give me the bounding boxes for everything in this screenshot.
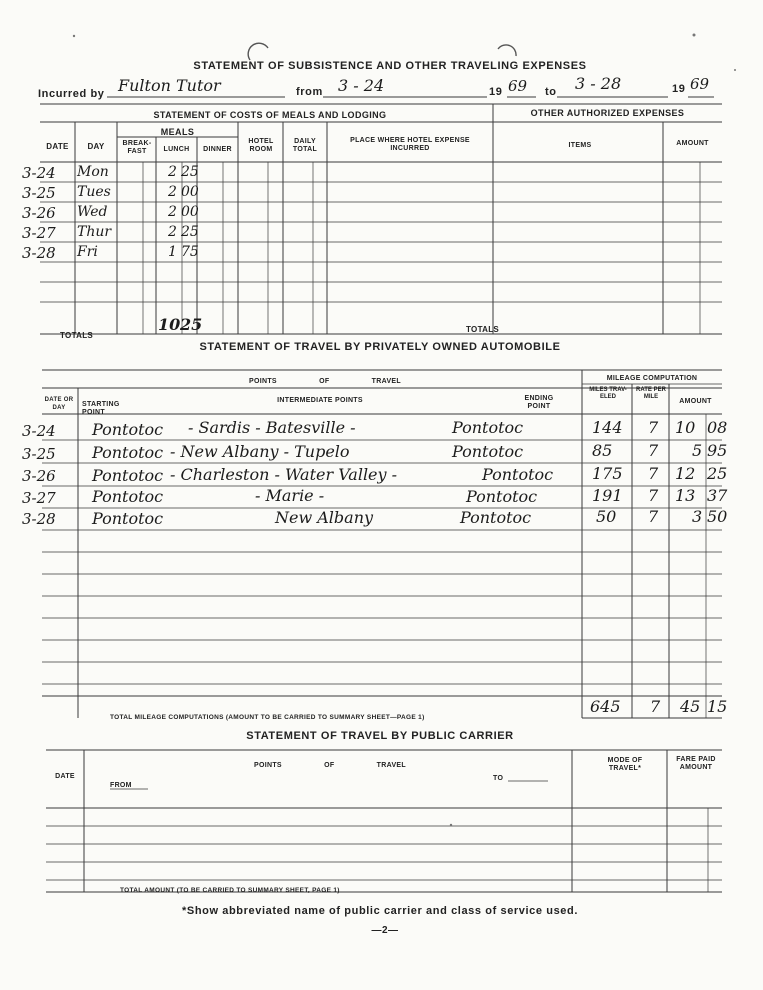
year-prefix-1: 19 — [489, 86, 503, 98]
incurred-by-value[interactable]: Fulton Tutor — [118, 76, 221, 95]
auto-row-3-end[interactable]: Pontotoc — [482, 465, 554, 484]
meal-row-1-lunch-dollars[interactable]: 2 — [168, 164, 177, 180]
auto-row-2-amount-dollars[interactable]: 5 — [692, 441, 703, 460]
col-intermediate-points: INTERMEDIATE POINTS — [277, 397, 363, 404]
auto-row-1-amount-dollars[interactable]: 10 — [675, 418, 696, 437]
total-miles[interactable]: 645 — [590, 697, 621, 716]
meal-row-2-day[interactable]: Tues — [77, 184, 111, 200]
col-date: DATE — [46, 142, 69, 151]
col-meals-group: MEALS — [160, 127, 195, 137]
meal-row-5-day[interactable]: Fri — [77, 244, 98, 260]
form-title: STATEMENT OF SUBSISTENCE AND OTHER TRAVELING EXPENSES — [193, 60, 587, 72]
auto-row-1-miles[interactable]: 144 — [592, 418, 623, 437]
auto-row-3-start[interactable]: Pontotoc — [92, 466, 164, 485]
auto-row-1-rate[interactable]: 7 — [648, 418, 659, 437]
auto-row-2-intermediate[interactable]: - New Albany - Tupelo — [170, 442, 350, 461]
year-prefix-2: 19 — [672, 83, 686, 95]
auto-row-1-date[interactable]: 3-24 — [22, 422, 56, 440]
col-amount: AMOUNT — [676, 140, 709, 147]
auto-section-title: STATEMENT OF TRAVEL BY PRIVATELY OWNED AUTOMOBILE — [199, 341, 561, 353]
col-day: DAY — [87, 142, 105, 151]
col-miles-traveled: MILES TRAV-ELED — [589, 387, 627, 400]
carrier-col-fare: FARE PAID AMOUNT — [676, 756, 716, 771]
auto-row-2-miles[interactable]: 85 — [592, 441, 613, 460]
meal-row-3-day[interactable]: Wed — [77, 204, 108, 220]
auto-row-4-amount-dollars[interactable]: 13 — [675, 486, 696, 505]
auto-row-1-intermediate[interactable]: - Sardis - Batesville - — [188, 418, 356, 437]
col-items: ITEMS — [568, 142, 592, 149]
auto-row-4-rate[interactable]: 7 — [648, 486, 659, 505]
meal-row-4-lunch-dollars[interactable]: 2 — [168, 224, 177, 240]
col-auto-amount: AMOUNT — [679, 398, 712, 405]
auto-row-3-amount-cents[interactable]: 25 — [707, 464, 728, 483]
total-amount-cents[interactable]: 15 — [707, 697, 728, 716]
other-expenses-title: OTHER AUTHORIZED EXPENSES — [530, 108, 685, 118]
col-starting-point: STARTING POINT — [82, 401, 120, 416]
auto-row-5-rate[interactable]: 7 — [648, 507, 659, 526]
to-year[interactable]: 69 — [690, 75, 710, 93]
from-label: from — [296, 86, 323, 98]
page-number: —2— — [371, 925, 399, 936]
carrier-col-mode: MODE OF TRAVEL* — [607, 757, 643, 772]
auto-row-4-end[interactable]: Pontotoc — [466, 487, 538, 506]
col-place: PLACE WHERE HOTEL EXPENSE INCURRED — [350, 137, 470, 152]
auto-row-3-amount-dollars[interactable]: 12 — [675, 464, 696, 483]
meal-row-3-lunch-dollars[interactable]: 2 — [168, 204, 177, 220]
meal-row-2-lunch-dollars[interactable]: 2 — [168, 184, 177, 200]
meal-row-5-lunch-dollars[interactable]: 1 — [168, 244, 177, 260]
auto-row-1-amount-cents[interactable]: 08 — [707, 418, 728, 437]
col-points-of-travel: POINTS OF TRAVEL — [249, 378, 401, 385]
meal-row-3-lunch-cents[interactable]: 00 — [181, 204, 199, 220]
col-hotel-room: HOTEL ROOM — [248, 138, 274, 153]
auto-row-3-rate[interactable]: 7 — [648, 464, 659, 483]
auto-row-2-end[interactable]: Pontotoc — [452, 442, 524, 461]
auto-row-4-date[interactable]: 3-27 — [22, 489, 56, 507]
auto-row-5-date[interactable]: 3-28 — [22, 510, 56, 528]
meal-row-2-date[interactable]: 3-25 — [22, 184, 56, 202]
meal-row-4-date[interactable]: 3-27 — [22, 224, 56, 242]
auto-row-2-start[interactable]: Pontotoc — [92, 443, 164, 462]
col-daily-total: DAILY TOTAL — [292, 138, 318, 153]
incurred-by-label: Incurred by — [38, 88, 105, 100]
from-date[interactable]: 3 - 24 — [338, 76, 385, 95]
auto-row-3-miles[interactable]: 175 — [592, 464, 623, 483]
meal-row-5-lunch-cents[interactable]: 75 — [181, 244, 199, 260]
from-year[interactable]: 69 — [508, 77, 528, 95]
auto-row-5-intermediate[interactable]: New Albany — [275, 508, 374, 527]
total-amount-dollars[interactable]: 45 — [680, 697, 701, 716]
carrier-total-label: TOTAL AMOUNT (TO BE CARRIED TO SUMMARY SHEET, PAGE 1) — [120, 887, 340, 894]
meal-row-1-date[interactable]: 3-24 — [22, 164, 56, 182]
col-breakfast: BREAK-FAST — [122, 140, 152, 155]
auto-row-3-date[interactable]: 3-26 — [22, 467, 56, 485]
col-date-or-day: DATE OR DAY — [44, 397, 74, 411]
meal-row-3-date[interactable]: 3-26 — [22, 204, 56, 222]
total-lunch-dollars[interactable]: 10 — [158, 315, 181, 334]
carrier-col-points: POINTS OF TRAVEL — [254, 762, 406, 769]
total-lunch-cents[interactable]: 25 — [180, 315, 203, 334]
meal-row-5-date[interactable]: 3-28 — [22, 244, 56, 262]
auto-row-5-amount-cents[interactable]: 50 — [707, 507, 728, 526]
auto-row-2-date[interactable]: 3-25 — [22, 445, 56, 463]
auto-row-5-amount-dollars[interactable]: 3 — [692, 507, 703, 526]
auto-row-5-miles[interactable]: 50 — [596, 507, 617, 526]
col-dinner: DINNER — [203, 146, 232, 153]
col-lunch: LUNCH — [163, 146, 190, 153]
auto-row-3-intermediate[interactable]: - Charleston - Water Valley - — [170, 465, 398, 484]
carrier-col-from: FROM — [110, 782, 132, 789]
other-totals-label: TOTALS — [466, 325, 500, 334]
carrier-section-title: STATEMENT OF TRAVEL BY PUBLIC CARRIER — [246, 730, 514, 742]
meal-row-4-day[interactable]: Thur — [77, 224, 112, 240]
col-rate-per-mile: RATE PER MILE — [636, 387, 666, 400]
auto-row-5-start[interactable]: Pontotoc — [92, 509, 164, 528]
meal-row-1-lunch-cents[interactable]: 25 — [181, 164, 199, 180]
col-mileage-computation: MILEAGE COMPUTATION — [606, 375, 698, 382]
footer-note: *Show abbreviated name of public carrier and class of service used. — [182, 905, 578, 917]
meal-row-4-lunch-cents[interactable]: 25 — [181, 224, 199, 240]
auto-row-4-miles[interactable]: 191 — [592, 486, 623, 505]
to-label: to — [545, 86, 557, 98]
auto-row-2-rate[interactable]: 7 — [648, 441, 659, 460]
auto-row-2-amount-cents[interactable]: 95 — [707, 441, 728, 460]
col-ending-point: ENDING POINT — [524, 395, 554, 410]
total-rate[interactable]: 7 — [650, 697, 661, 716]
meal-row-1-day[interactable]: Mon — [77, 164, 109, 180]
auto-row-5-end[interactable]: Pontotoc — [460, 508, 532, 527]
auto-row-4-amount-cents[interactable]: 37 — [707, 486, 728, 505]
to-date[interactable]: 3 - 28 — [575, 74, 622, 93]
total-mileage-label: TOTAL MILEAGE COMPUTATIONS (AMOUNT TO BE CARRIED TO SUMMARY SHEET—PAGE 1) — [110, 714, 425, 721]
auto-row-1-end[interactable]: Pontotoc — [452, 418, 524, 437]
auto-row-1-start[interactable]: Pontotoc — [92, 420, 164, 439]
meal-row-2-lunch-cents[interactable]: 00 — [181, 184, 199, 200]
carrier-col-to: TO — [493, 775, 504, 782]
auto-row-4-start[interactable]: Pontotoc — [92, 487, 164, 506]
punch-hole-marks — [248, 43, 516, 60]
carrier-col-date: DATE — [55, 773, 75, 780]
meals-totals-label: TOTALS — [60, 331, 94, 340]
meals-section-title: STATEMENT OF COSTS OF MEALS AND LODGING — [153, 110, 387, 120]
auto-row-4-intermediate[interactable]: - Marie - — [255, 486, 325, 505]
